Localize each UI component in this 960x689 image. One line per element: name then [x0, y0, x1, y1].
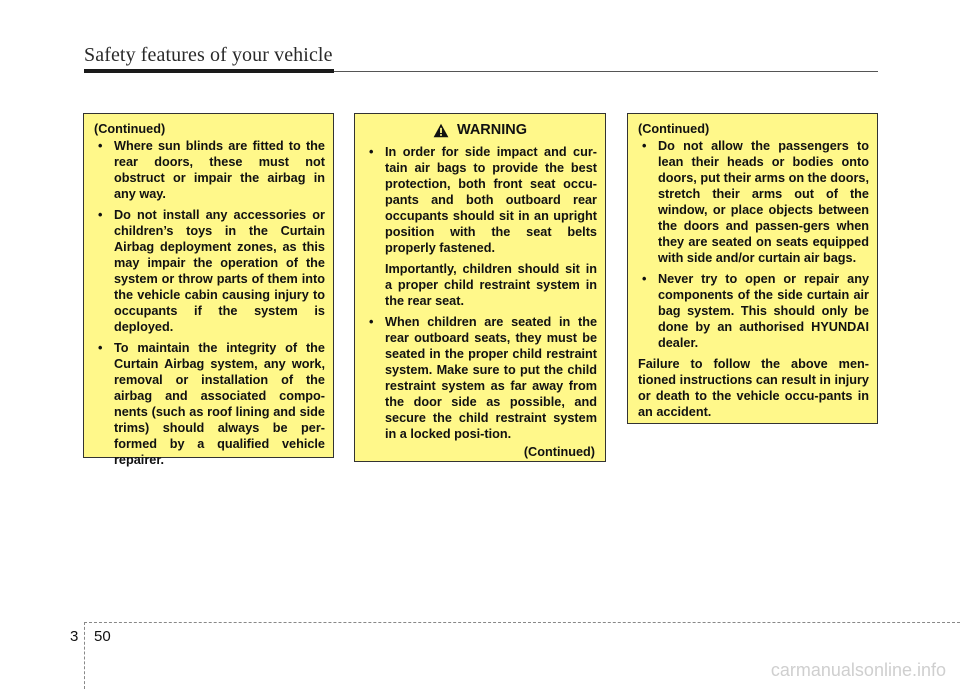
page-number: 50 — [94, 628, 111, 645]
list-item-subparagraph: Importantly, children should sit in a proper child restraint system in the rear seat. — [385, 262, 597, 308]
watermark: carmanualsonline.info — [770, 660, 946, 680]
list-item — [363, 144, 597, 309]
list-item: • To maintain the integrity of the Curtain Airbag system, any work, removal or installation of the airbag and associated compo-nents (such as roof lining and side trims) should always be per-formed by a qualified vehicle repairer. — [92, 340, 325, 468]
continued-label: (Continued) — [638, 122, 710, 136]
caution-panel-left — [83, 113, 334, 467]
bullet-list — [363, 144, 597, 442]
chapter-number: 3 — [70, 628, 79, 645]
warning-heading — [363, 122, 597, 138]
list-item: • Never try to open or repair any components of the side curtain air bag system. This should only be done by an authorised HYUNDAI dealer. — [636, 271, 869, 351]
page-header-title: Safety features of your vehicle — [84, 44, 333, 66]
bullet-list — [92, 138, 325, 468]
footer-rule — [84, 622, 960, 623]
warning-panel — [354, 113, 606, 462]
warning-triangle-icon — [433, 123, 449, 138]
list-item: • When children are seated in the rear outboard seats, they must be seated in the proper child restraint system. Make sure to put the child restraint system as far away from the door side as possible, and secure the child restraint system in a locked posi-tion. — [363, 314, 597, 442]
list-item: • Do not install any accessories or children’s toys in the Curtain Airbag deployment zones, as this may impair the operation of the system or throw parts of them into the vehicle cabin causing injury to occupants if the system is deployed. — [92, 207, 325, 335]
list-item-text: In order for side impact and cur-tain air bags to provide the best protection, both front seat occu-pants and both outboard rear occupants should sit in an upright position with the seat belts properly fastened. — [385, 145, 597, 255]
closing-paragraph: Failure to follow the above men-tioned instructions can result in injury or death to the vehicle occu-pants in an accident. — [638, 357, 869, 419]
list-item: • Do not allow the passengers to lean their heads or bodies onto doors, put their arms on the doors, stretch their arms out of the window, or place objects between the doors and passen-gers when they are seated on seats equipped with side and/or curtain air bags. — [636, 138, 869, 266]
header-rule-thin — [334, 71, 878, 72]
list-item: • Where sun blinds are fitted to the rear doors, these must not obstruct or impair the airbag in any way. — [92, 138, 325, 202]
header-rule-thick — [84, 69, 334, 73]
continued-end-label: (Continued) — [523, 445, 595, 459]
caution-panel-right — [627, 113, 878, 424]
continued-label: (Continued) — [94, 122, 166, 136]
bullet-list — [636, 138, 869, 351]
warning-title: WARNING — [456, 122, 528, 138]
footer-vertical-rule — [84, 622, 85, 689]
